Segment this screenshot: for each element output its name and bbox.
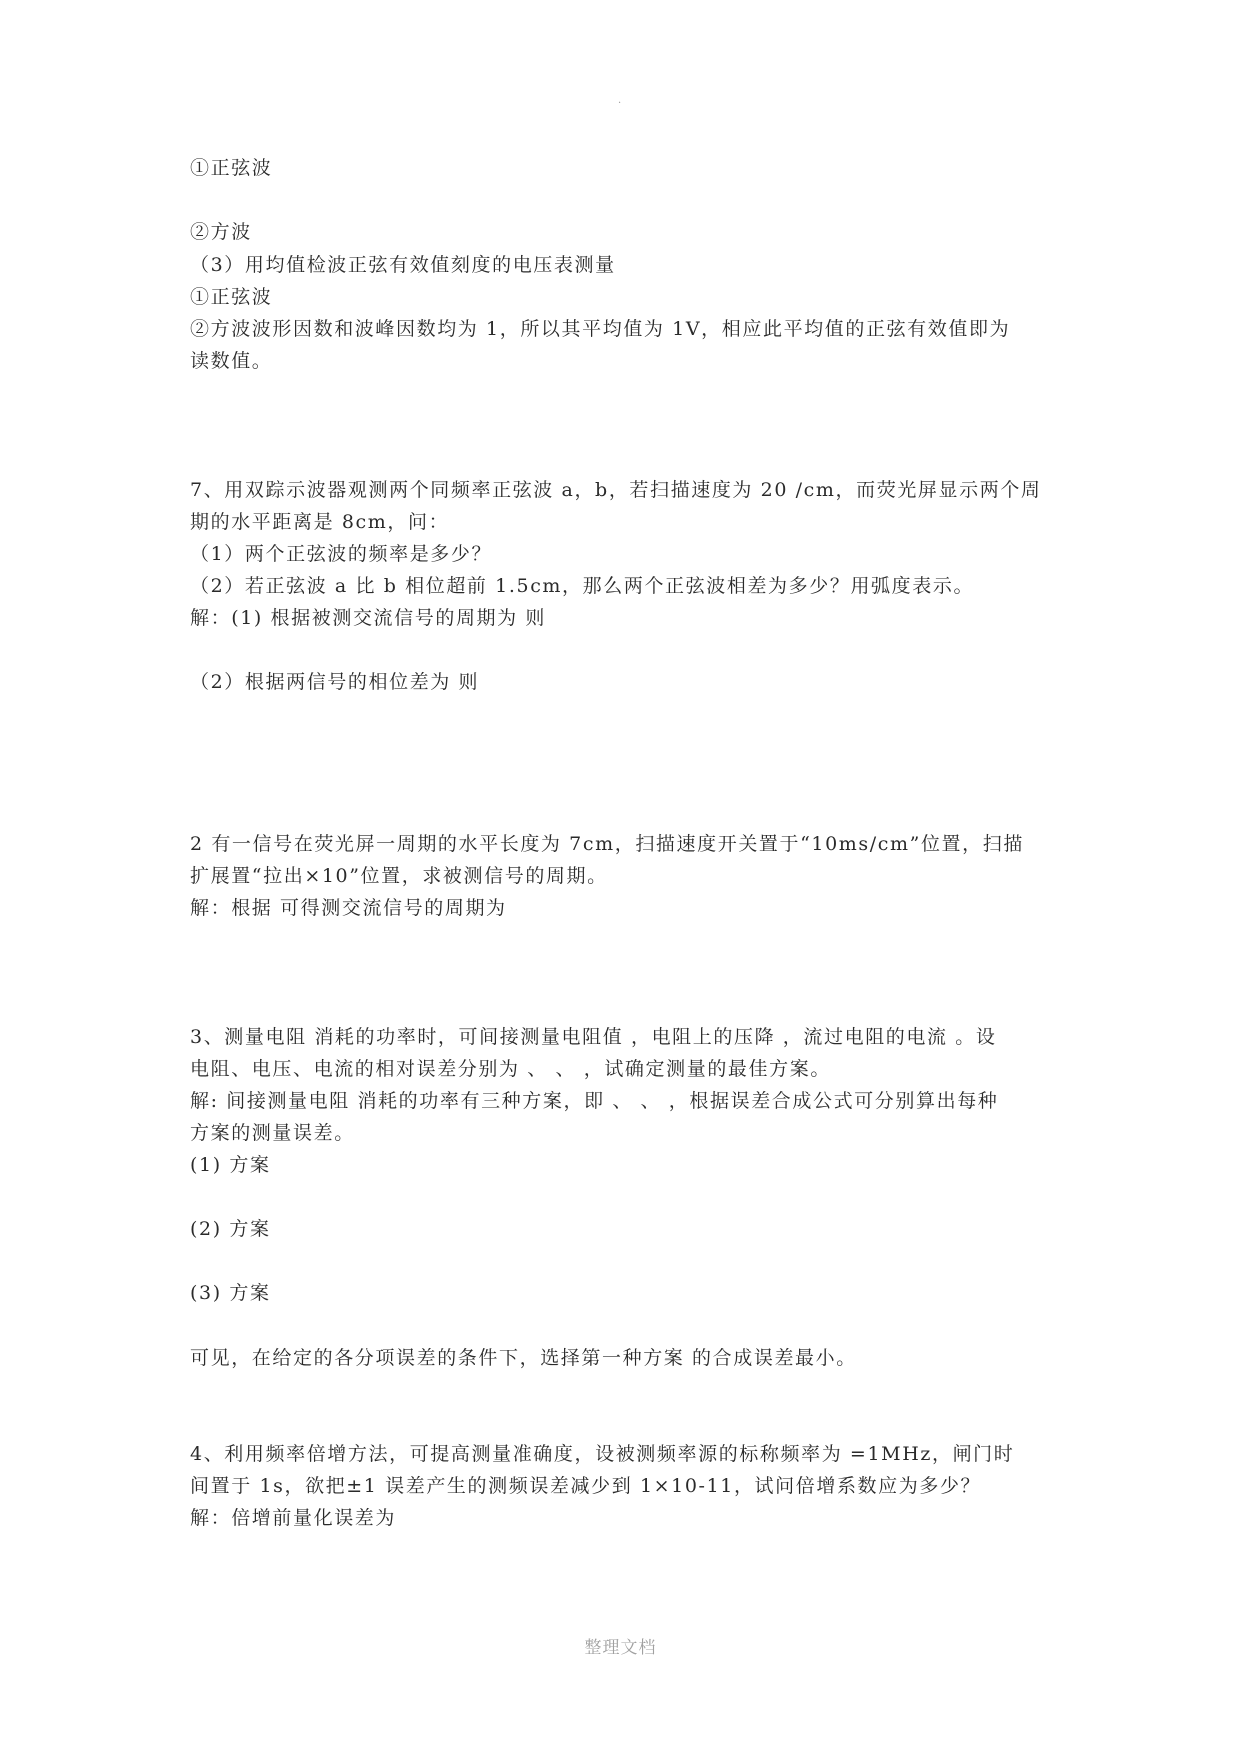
q2-statement: 2 有一信号在荧光屏一周期的水平长度为 7cm，扫描速度开关置于“10ms/cm”位置，扫描 xyxy=(190,833,1024,855)
header-mark: . xyxy=(618,95,622,106)
q7-statement-cont: 期的水平距离是 8cm，问： xyxy=(190,511,450,533)
q7-part2: （2）若正弦波 a 比 b 相位超前 1.5cm，那么两个正弦波相差为多少？用弧度表示。 xyxy=(190,575,975,597)
sine-wave-label-2: ①正弦波 xyxy=(190,286,273,308)
q4-solution: 解：倍增前量化误差为 xyxy=(190,1507,397,1529)
q4-statement-cont: 间置于 1s，欲把±1 误差产生的测频误差减少到 1×10-11，试问倍增系数应为多少？ xyxy=(190,1475,982,1497)
square-wave-answer: ②方波波形因数和波峰因数均为 1，所以其平均值为 1V，相应此平均值的正弦有效值即为 xyxy=(190,318,1011,340)
q3-scheme-2: (2) 方案 xyxy=(190,1218,271,1240)
q7-solution-1: 解：(1) 根据被测交流信号的周期为 则 xyxy=(190,607,546,629)
q2-statement-cont: 扩展置“拉出×10”位置，求被测信号的周期。 xyxy=(190,865,608,887)
q2-solution: 解：根据 可得测交流信号的周期为 xyxy=(190,897,507,919)
q3-scheme-3: (3) 方案 xyxy=(190,1282,271,1304)
page-footer: 整理文档 xyxy=(584,1638,657,1658)
q7-solution-2: （2）根据两信号的相位差为 则 xyxy=(190,671,480,693)
sine-wave-label-1: ①正弦波 xyxy=(190,157,273,179)
square-wave-answer-cont: 读数值。 xyxy=(190,350,273,372)
q3-conclusion: 可见，在给定的各分项误差的条件下，选择第一种方案 的合成误差最小。 xyxy=(190,1347,857,1369)
q7-statement: 7、用双踪示波器观测两个同频率正弦波 a，b，若扫描速度为 20 /cm，而荧光屏显示两个周 xyxy=(190,479,1042,501)
q7-part1: （1）两个正弦波的频率是多少？ xyxy=(190,543,493,565)
q3-statement: 3、测量电阻 消耗的功率时，可间接测量电阻值 ，电阻上的压降 ，流过电阻的电流 。设 xyxy=(190,1026,997,1048)
square-wave-label-1: ②方波 xyxy=(190,221,252,243)
q3-statement-cont: 电阻、电压、电流的相对误差分别为 、 、 ，试确定测量的最佳方案。 xyxy=(190,1058,831,1080)
q4-statement: 4、利用频率倍增方法，可提高测量准确度，设被测频率源的标称频率为 =1MHz，闸门时 xyxy=(190,1443,1015,1465)
q3-solution-cont: 方案的测量误差。 xyxy=(190,1122,355,1144)
part3-heading: （3）用均值检波正弦有效值刻度的电压表测量 xyxy=(190,254,616,276)
q3-scheme-1: (1) 方案 xyxy=(190,1154,271,1176)
q3-solution: 解: 间接测量电阻 消耗的功率有三种方案，即 、 、 ，根据误差合成公式可分别算出每种 xyxy=(190,1090,999,1112)
